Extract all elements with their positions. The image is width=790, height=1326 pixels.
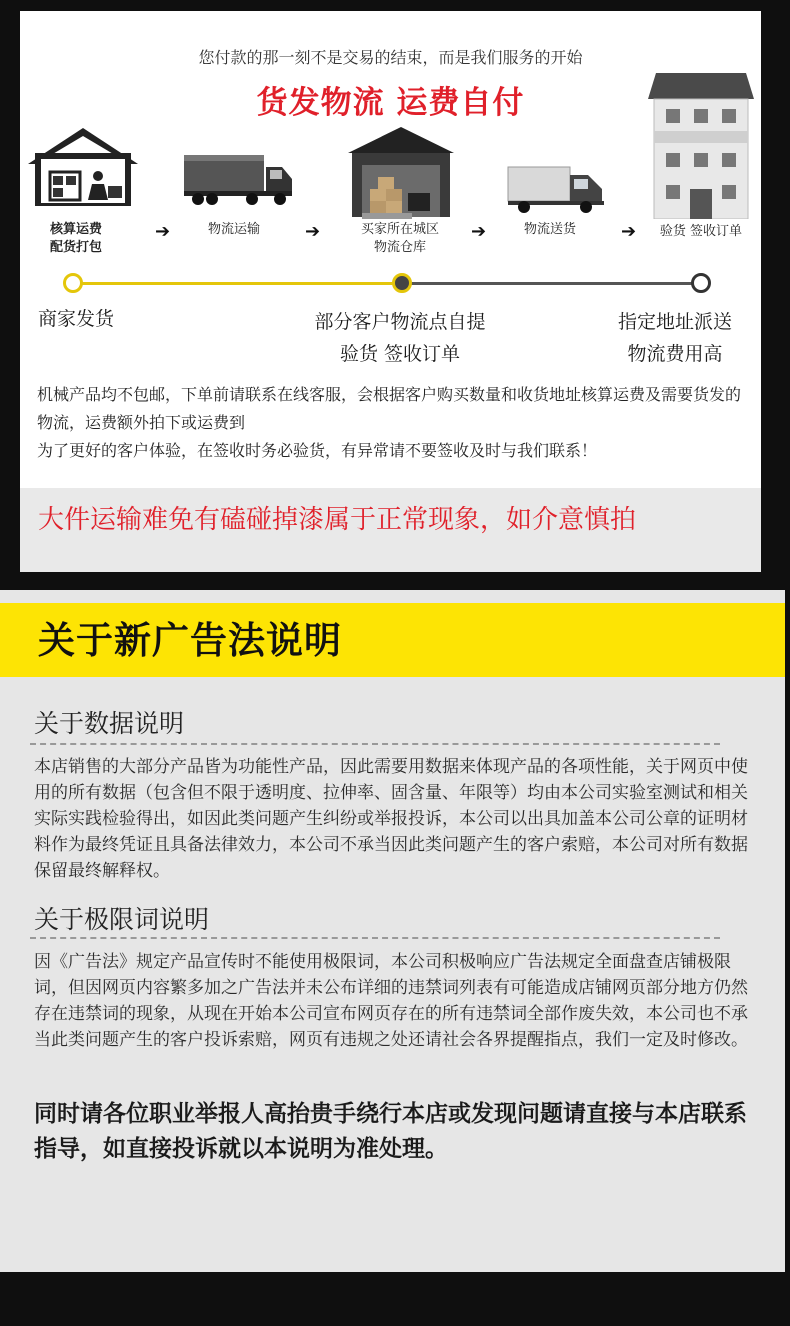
step-2-line1: 物流运输 [207,222,260,237]
logistics-panel [20,11,761,572]
stage-3-line1: 指定地址派送 [617,311,732,333]
divider [30,743,720,745]
stage-2-line2: 验货 签收订单 [339,343,461,365]
step-1-line1: 核算运费 [49,222,102,237]
reporter-notice: 同时请各位职业举报人高抬贵手绕行本店或发现问题请直接与本店联系指导，如直接投诉就以本说明为准处理。 [34,1101,747,1162]
step-4-line1: 物流送货 [523,222,576,237]
apartment-building-icon [646,71,756,219]
damage-warning: 大件运输难免有磕碰掉漆属于正常现象，如介意慎拍 [38,505,637,535]
timeline-node-end [691,273,711,293]
stage-self-pickup [285,306,515,370]
freight-truck-icon [182,151,297,211]
step-3-line1: 买家所在城区 [360,222,439,237]
step-2-label [188,221,280,239]
policy-content: 机械产品均不包邮，下单前请联系在线客服，会根据客户购买数量和收货地址核算运费及需要货发的物流，运费额外拍下或运费到 为了更好的客户体验，在签收时务必验货，有异常请不要签收及时与我们联系！ [37,385,742,460]
stage-3-line2: 物流费用高 [627,343,723,365]
step-4-label [510,221,590,239]
divider [30,937,720,939]
limit-words-section-title: 关于极限词说明 [34,905,210,934]
arrow-right-icon: ➔ [305,221,321,242]
warehouse-packing-icon [28,126,138,206]
arrow-right-icon: ➔ [471,221,487,242]
shipping-policy-text [37,381,752,465]
timeline-node-middle [392,273,412,293]
adlaw-title: 关于新广告法说明 [38,619,342,662]
data-section-body: 本店销售的大部分产品皆为功能性产品，因此需要用数据来体现产品的各项性能，关于网页中使用的所有数据（包含但不限于透明度、拉伸率、固含量、年限等）均由本公司实验室测试和相关实际实践检验得出，如因此类问题产生纠纷或举报投诉，本公司以出具加盖本公司公章的证明材料作为最终凭证且具备法律效力，本公司不承当因此类问题产生的客户索赔，本公司对所有数据保留最终解释权。 [34,757,748,881]
step-5-label [648,223,754,241]
stage-1-line1: 商家发货 [37,308,114,330]
timeline-node-start [63,273,83,293]
tagline: 您付款的那一刻不是交易的结束，而是我们服务的开始 [198,48,583,67]
timeline-segment-dark [400,282,700,285]
arrow-right-icon: ➔ [621,221,637,242]
step-1-line2: 配货打包 [49,240,102,255]
step-3-line2: 物流仓库 [373,240,426,255]
delivery-van-icon [506,163,608,217]
arrow-right-icon: ➔ [155,221,171,242]
step-5-line1: 验货 签收订单 [659,224,743,239]
limit-words-section-body: 因《广告法》规定产品宣传时不能使用极限词，本公司积极响应广告法规定全面盘查店铺极限词，但因网页内容繁多加之广告法并未公布详细的违禁词列表有可能造成店铺网页部分地方仍然存在违禁词的现象，从现在开始本公司宣布网页存在的所有违禁词全部作废失效，本公司也不承当此类问题产生的客户投诉索赔，网页有违规之处还请社会各界提醒指点，我们一定及时修改。 [34,952,748,1050]
city-warehouse-icon [346,123,456,223]
timeline-segment-yellow [74,282,400,285]
stage-address-delivery [600,306,750,370]
adlaw-panel [0,590,785,1272]
shipping-headline: 货发物流 运费自付 [256,85,525,121]
step-1-label [34,221,118,257]
stage-2-line1: 部分客户物流点自提 [314,311,486,333]
stage-merchant-ship [26,303,126,335]
data-section-title: 关于数据说明 [34,709,185,738]
step-3-label [345,221,455,257]
